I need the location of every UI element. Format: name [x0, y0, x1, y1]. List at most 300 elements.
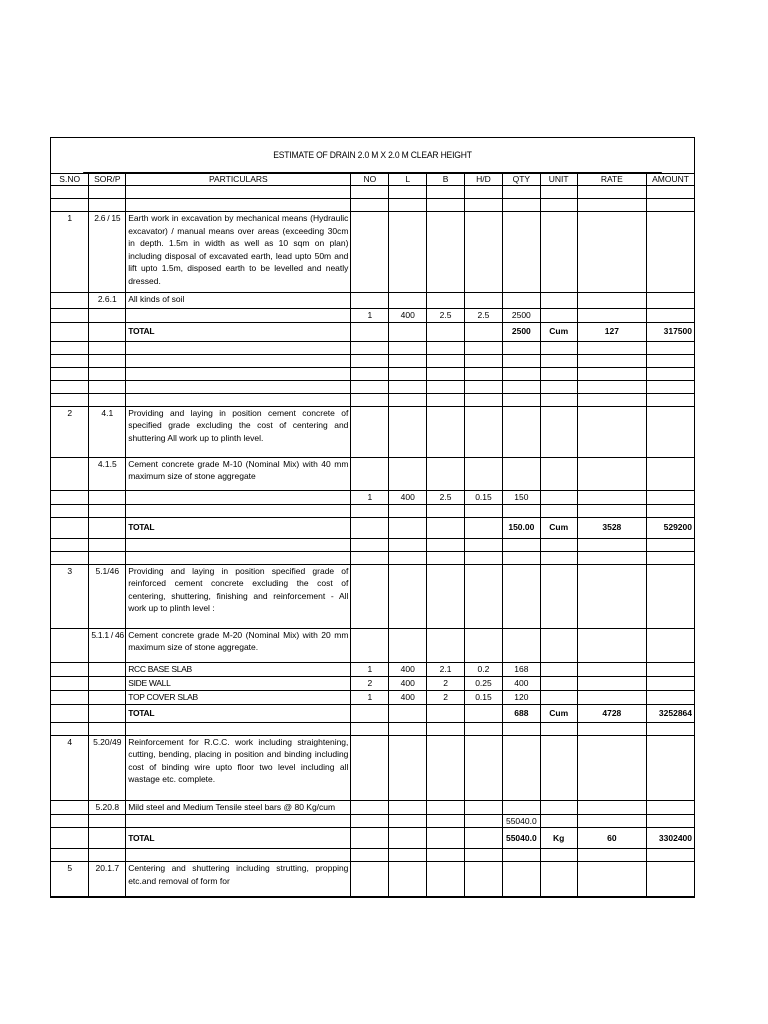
cell-amount [647, 293, 694, 309]
cell-sno: 3 [51, 564, 89, 628]
cell-no [351, 504, 389, 517]
cell-sor [89, 380, 126, 393]
cell-amount [647, 538, 694, 551]
table-row [51, 186, 694, 199]
cell-rate [577, 367, 646, 380]
cell-no [351, 293, 389, 309]
cell-sno [51, 722, 89, 735]
cell-breadth [427, 722, 465, 735]
cell-rate [577, 722, 646, 735]
table-row [51, 367, 694, 380]
cell-no [351, 406, 389, 457]
cell-length: 400 [389, 662, 427, 676]
table-row [51, 393, 694, 406]
table-row [51, 704, 694, 722]
cell-sno [51, 690, 89, 704]
cell-breadth: 2 [427, 690, 465, 704]
cell-rate [577, 628, 646, 662]
cell-rate [577, 551, 646, 564]
cell-breadth: 2.1 [427, 662, 465, 676]
cell-qty [502, 849, 540, 862]
table-row [51, 676, 694, 690]
cell-no [351, 828, 389, 849]
cell-height [465, 849, 503, 862]
cell-length [389, 849, 427, 862]
cell-no [351, 341, 389, 354]
cell-length [389, 828, 427, 849]
cell-no [351, 735, 389, 800]
cell-breadth [427, 628, 465, 662]
cell-sor [89, 849, 126, 862]
cell-sno [51, 628, 89, 662]
cell-sno [51, 393, 89, 406]
cell-no [351, 800, 389, 814]
cell-breadth: 2.5 [427, 309, 465, 323]
table-row [51, 722, 694, 735]
cell-qty [502, 199, 540, 212]
header-qty: QTY [502, 174, 540, 186]
cell-sor [89, 186, 126, 199]
cell-sor [89, 538, 126, 551]
cell-sno [51, 538, 89, 551]
cell-particulars: Earth work in excavation by mechanical means (Hydraulic excavator) / manual means over areas (exceeding 30cm in depth. 1.5m in width as well as 10 sqm on plan) including disposal of excavated earth, lead upto 50m and lift upto 1.5m, disposed earth to be levelled and neatly dressed. [126, 212, 351, 293]
cell-sno [51, 457, 89, 490]
cell-unit [540, 722, 577, 735]
cell-sor: 5.1/46 [89, 564, 126, 628]
cell-unit [540, 490, 577, 504]
cell-particulars [126, 504, 351, 517]
cell-sno [51, 800, 89, 814]
cell-height: 0.2 [465, 662, 503, 676]
cell-qty [502, 504, 540, 517]
cell-length [389, 628, 427, 662]
cell-length: 400 [389, 676, 427, 690]
table-row [51, 212, 694, 293]
cell-length [389, 341, 427, 354]
cell-height [465, 504, 503, 517]
cell-qty: 55040.0 [502, 828, 540, 849]
cell-rate [577, 800, 646, 814]
cell-rate: 3528 [577, 517, 646, 538]
cell-no [351, 538, 389, 551]
table-row [51, 690, 694, 704]
table-row [51, 406, 694, 457]
cell-rate [577, 538, 646, 551]
cell-rate [577, 490, 646, 504]
cell-no [351, 354, 389, 367]
estimate-title: ESTIMATE OF DRAIN 2.0 M X 2.0 M CLEAR HEIGHT [83, 138, 662, 173]
cell-unit [540, 628, 577, 662]
cell-length [389, 186, 427, 199]
cell-particulars: Providing and laying in position specified grade of reinforced cement concrete excluding the cost of centering, shuttering, finishing and reinforcement - All work up to plinth level : [126, 564, 351, 628]
cell-particulars [126, 367, 351, 380]
cell-breadth [427, 380, 465, 393]
cell-particulars [126, 199, 351, 212]
cell-particulars [126, 186, 351, 199]
cell-sno: 4 [51, 735, 89, 800]
cell-qty: 2500 [502, 322, 540, 341]
cell-height [465, 704, 503, 722]
cell-breadth [427, 341, 465, 354]
cell-height [465, 199, 503, 212]
cell-particulars [126, 722, 351, 735]
cell-qty [502, 186, 540, 199]
cell-qty: 2500 [502, 309, 540, 323]
cell-amount [647, 628, 694, 662]
cell-particulars: TOTAL [126, 322, 351, 341]
cell-qty [502, 406, 540, 457]
table-row [51, 380, 694, 393]
cell-height [465, 457, 503, 490]
cell-no [351, 564, 389, 628]
cell-amount [647, 186, 694, 199]
cell-no: 1 [351, 662, 389, 676]
cell-unit [540, 367, 577, 380]
cell-no [351, 457, 389, 490]
cell-height [465, 293, 503, 309]
cell-qty [502, 457, 540, 490]
cell-no: 1 [351, 690, 389, 704]
cell-amount: 3302400 [647, 828, 694, 849]
cell-particulars [126, 341, 351, 354]
cell-unit [540, 690, 577, 704]
cell-length: 400 [389, 690, 427, 704]
cell-length [389, 212, 427, 293]
cell-breadth [427, 704, 465, 722]
cell-rate [577, 341, 646, 354]
table-row [51, 735, 694, 800]
cell-amount [647, 849, 694, 862]
cell-sno [51, 517, 89, 538]
cell-unit [540, 504, 577, 517]
cell-rate [577, 457, 646, 490]
table-row [51, 828, 694, 849]
cell-height [465, 380, 503, 393]
cell-sor: 20.1.7 [89, 862, 126, 897]
cell-amount [647, 862, 694, 897]
cell-no [351, 322, 389, 341]
cell-rate [577, 564, 646, 628]
cell-qty [502, 393, 540, 406]
cell-unit [540, 293, 577, 309]
cell-particulars: Centering and shuttering including strutting, propping etc.and removal of form for [126, 862, 351, 897]
cell-sor [89, 662, 126, 676]
cell-length [389, 367, 427, 380]
cell-sno [51, 186, 89, 199]
cell-amount: 317500 [647, 322, 694, 341]
cell-qty [502, 628, 540, 662]
cell-amount: 3252864 [647, 704, 694, 722]
cell-no [351, 628, 389, 662]
cell-length [389, 199, 427, 212]
cell-unit [540, 309, 577, 323]
cell-breadth [427, 406, 465, 457]
cell-sor: 5.20/49 [89, 735, 126, 800]
cell-qty [502, 341, 540, 354]
cell-sor [89, 704, 126, 722]
cell-amount [647, 380, 694, 393]
cell-sno [51, 828, 89, 849]
cell-length [389, 735, 427, 800]
cell-qty [502, 862, 540, 897]
table-row [51, 309, 694, 323]
cell-sor [89, 504, 126, 517]
cell-particulars: All kinds of soil [126, 293, 351, 309]
cell-breadth [427, 800, 465, 814]
cell-particulars [126, 380, 351, 393]
cell-height [465, 538, 503, 551]
cell-rate [577, 862, 646, 897]
cell-qty [502, 722, 540, 735]
cell-rate [577, 186, 646, 199]
cell-height [465, 628, 503, 662]
cell-unit [540, 800, 577, 814]
header-breadth: B [427, 174, 465, 186]
cell-height [465, 322, 503, 341]
table-row [51, 354, 694, 367]
cell-unit [540, 457, 577, 490]
cell-height [465, 341, 503, 354]
table-row [51, 662, 694, 676]
cell-amount [647, 735, 694, 800]
cell-rate [577, 199, 646, 212]
cell-height [465, 735, 503, 800]
cell-sor [89, 354, 126, 367]
cell-qty: 55040.0 [502, 814, 540, 828]
cell-rate [577, 690, 646, 704]
cell-sno [51, 354, 89, 367]
cell-particulars [126, 814, 351, 828]
cell-unit [540, 814, 577, 828]
cell-unit: Kg [540, 828, 577, 849]
cell-qty [502, 380, 540, 393]
cell-height [465, 828, 503, 849]
cell-length [389, 551, 427, 564]
cell-height [465, 406, 503, 457]
cell-sor [89, 690, 126, 704]
cell-particulars [126, 309, 351, 323]
table-row [51, 862, 694, 897]
cell-height [465, 551, 503, 564]
cell-height [465, 517, 503, 538]
cell-breadth [427, 504, 465, 517]
cell-amount [647, 490, 694, 504]
cell-unit [540, 551, 577, 564]
cell-unit [540, 393, 577, 406]
cell-rate [577, 735, 646, 800]
cell-sno [51, 704, 89, 722]
cell-sor [89, 676, 126, 690]
cell-breadth [427, 393, 465, 406]
cell-height [465, 186, 503, 199]
cell-qty [502, 293, 540, 309]
cell-length [389, 380, 427, 393]
cell-unit [540, 862, 577, 897]
cell-qty [502, 538, 540, 551]
cell-unit [540, 662, 577, 676]
cell-no: 1 [351, 309, 389, 323]
cell-sno [51, 341, 89, 354]
cell-unit [540, 849, 577, 862]
cell-length [389, 457, 427, 490]
cell-length [389, 862, 427, 897]
cell-sor [89, 393, 126, 406]
cell-breadth [427, 322, 465, 341]
table-row [51, 490, 694, 504]
table-row [51, 199, 694, 212]
cell-qty: 400 [502, 676, 540, 690]
table-row [51, 538, 694, 551]
cell-length: 400 [389, 490, 427, 504]
cell-sor [89, 814, 126, 828]
cell-breadth [427, 367, 465, 380]
cell-unit [540, 341, 577, 354]
cell-length [389, 538, 427, 551]
cell-sor: 4.1 [89, 406, 126, 457]
cell-particulars [126, 354, 351, 367]
cell-sor [89, 828, 126, 849]
cell-sor: 5.20.8 [89, 800, 126, 814]
cell-amount [647, 341, 694, 354]
cell-breadth [427, 186, 465, 199]
cell-qty [502, 564, 540, 628]
cell-no [351, 393, 389, 406]
header-sor: SOR/P [89, 174, 126, 186]
cell-height: 0.25 [465, 676, 503, 690]
cell-amount [647, 662, 694, 676]
cell-height [465, 722, 503, 735]
table-row [51, 504, 694, 517]
cell-unit: Cum [540, 704, 577, 722]
cell-amount [647, 564, 694, 628]
cell-breadth [427, 862, 465, 897]
cell-amount [647, 457, 694, 490]
cell-rate [577, 309, 646, 323]
cell-sno [51, 199, 89, 212]
cell-amount [647, 504, 694, 517]
cell-length [389, 800, 427, 814]
cell-sor [89, 722, 126, 735]
cell-rate [577, 849, 646, 862]
cell-amount [647, 676, 694, 690]
cell-length [389, 354, 427, 367]
cell-amount [647, 406, 694, 457]
cell-no [351, 212, 389, 293]
cell-sno [51, 309, 89, 323]
cell-unit [540, 212, 577, 293]
cell-length [389, 704, 427, 722]
cell-length [389, 504, 427, 517]
cell-length [389, 517, 427, 538]
cell-rate [577, 504, 646, 517]
cell-particulars: RCC BASE SLAB [126, 662, 351, 676]
cell-rate [577, 406, 646, 457]
cell-amount [647, 212, 694, 293]
cell-rate [577, 212, 646, 293]
cell-qty: 688 [502, 704, 540, 722]
cell-sor [89, 490, 126, 504]
cell-height: 0.15 [465, 490, 503, 504]
cell-particulars: Providing and laying in position cement concrete of specified grade excluding the cost of centering and shuttering All work up to plinth level. [126, 406, 351, 457]
estimate-body [51, 186, 694, 897]
cell-height [465, 393, 503, 406]
cell-height: 2.5 [465, 309, 503, 323]
cell-particulars: TOP COVER SLAB [126, 690, 351, 704]
cell-height [465, 354, 503, 367]
cell-length [389, 722, 427, 735]
cell-breadth [427, 212, 465, 293]
cell-sno [51, 322, 89, 341]
cell-unit [540, 406, 577, 457]
cell-amount [647, 367, 694, 380]
cell-particulars [126, 849, 351, 862]
table-row [51, 293, 694, 309]
cell-length [389, 293, 427, 309]
cell-breadth [427, 735, 465, 800]
cell-no [351, 814, 389, 828]
cell-rate [577, 380, 646, 393]
cell-no [351, 551, 389, 564]
table-row [51, 628, 694, 662]
cell-no [351, 722, 389, 735]
table-row [51, 457, 694, 490]
cell-no [351, 380, 389, 393]
cell-sor [89, 322, 126, 341]
cell-rate: 60 [577, 828, 646, 849]
cell-sno [51, 676, 89, 690]
cell-sor [89, 551, 126, 564]
cell-sno: 1 [51, 212, 89, 293]
cell-amount [647, 199, 694, 212]
cell-rate [577, 662, 646, 676]
cell-sor [89, 367, 126, 380]
estimate-sheet [50, 137, 695, 898]
cell-breadth [427, 814, 465, 828]
cell-unit [540, 380, 577, 393]
cell-breadth [427, 517, 465, 538]
cell-unit: Cum [540, 322, 577, 341]
cell-length [389, 814, 427, 828]
cell-rate [577, 676, 646, 690]
header-amount: AMOUNT [647, 174, 694, 186]
cell-particulars: TOTAL [126, 517, 351, 538]
cell-rate [577, 393, 646, 406]
cell-sor [89, 517, 126, 538]
cell-height [465, 564, 503, 628]
table-row [51, 800, 694, 814]
table-row [51, 849, 694, 862]
cell-sno [51, 814, 89, 828]
cell-unit [540, 186, 577, 199]
cell-sno [51, 551, 89, 564]
cell-no [351, 862, 389, 897]
cell-amount [647, 393, 694, 406]
cell-qty: 168 [502, 662, 540, 676]
cell-qty: 120 [502, 690, 540, 704]
cell-breadth [427, 354, 465, 367]
cell-particulars [126, 490, 351, 504]
cell-no [351, 186, 389, 199]
cell-amount [647, 690, 694, 704]
cell-sno [51, 367, 89, 380]
cell-sno: 2 [51, 406, 89, 457]
cell-breadth [427, 564, 465, 628]
cell-length [389, 393, 427, 406]
table-row [51, 564, 694, 628]
cell-breadth [427, 293, 465, 309]
cell-length [389, 322, 427, 341]
cell-qty [502, 551, 540, 564]
